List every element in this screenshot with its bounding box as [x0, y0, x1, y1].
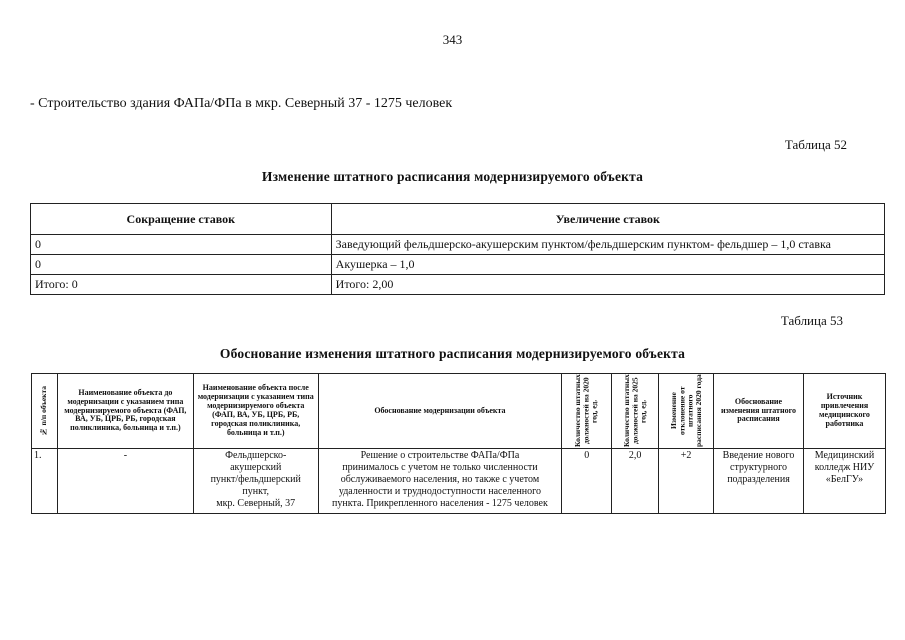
- column-header-after: Наименование объекта после модернизации с указанием типа модернизируемого объекта (ФАП, ВА, УБ, ЦРБ, РБ, городская поликлиника, больница и т.п.): [193, 374, 318, 449]
- staffing-justification-table: [31, 373, 886, 514]
- table-52-label: Таблица 52: [784, 137, 847, 152]
- cell-count-2025: 2,0: [612, 449, 659, 514]
- column-header-increase: Увеличение ставок: [331, 204, 884, 235]
- cell-number: 1.: [32, 449, 58, 514]
- cell-after: Фельдшерско- акушерский пункт/фельдшерский пункт, мкр. Северный, 37: [193, 449, 318, 514]
- table-total-row: [31, 275, 885, 295]
- table-cell: Итого: 0: [31, 275, 332, 295]
- column-header-count-2020: Количество штатных должностей на 2020 год, ед.: [562, 374, 612, 449]
- column-header-change: Изменение отклонение от штатного расписания 2020 года: [659, 374, 714, 449]
- column-header-source: Источник привлечения медицинского работника: [803, 374, 885, 449]
- table-row: [31, 255, 885, 275]
- table-row: [32, 449, 886, 514]
- column-header-number: № п/п объекта: [32, 374, 58, 449]
- table-cell: Заведующий фельдшерско-акушерским пунктом/фельдшерским пунктом- фельдшер – 1,0 ставка: [331, 235, 884, 255]
- table-cell: Итого: 2,00: [331, 275, 884, 295]
- cell-count-2020: 0: [562, 449, 612, 514]
- intro-line: - Строительство здания ФАПа/ФПа в мкр. Северный 37 - 1275 человек: [30, 96, 453, 111]
- table-cell: 0: [31, 235, 332, 255]
- column-header-reason: Обоснование изменения штатного расписания: [714, 374, 804, 449]
- cell-justification: Решение о строительстве ФАПа/ФПа принималось с учетом не только численности обслуживаемого населения, но также с учетом удаленности и труднодоступности населенного пункта. Прикрепленного населения - 1275 человек: [318, 449, 562, 514]
- cell-change: +2: [659, 449, 714, 514]
- cell-before: -: [57, 449, 193, 514]
- cell-reason: Введение нового структурного подразделения: [714, 449, 804, 514]
- table-row: [31, 235, 885, 255]
- column-header-before: Наименование объекта до модернизации с указанием типа модернизируемого объекта (ФАП, ВА, УБ, ЦРБ, РБ, городская поликлиника, больница и т.п.): [57, 374, 193, 449]
- table-52-title: Изменение штатного расписания модернизируемого объекта: [261, 169, 644, 184]
- table-header-row: [31, 204, 885, 235]
- staffing-change-table: [30, 203, 885, 295]
- page-number: 343: [442, 32, 463, 47]
- table-header-row: [32, 374, 886, 449]
- column-header-reduction: Сокращение ставок: [31, 204, 332, 235]
- table-cell: 0: [31, 255, 332, 275]
- table-53-label: Таблица 53: [780, 313, 843, 328]
- table-cell: Акушерка – 1,0: [331, 255, 884, 275]
- table-53-title: Обоснование изменения штатного расписания модернизируемого объекта: [219, 346, 686, 361]
- column-header-justification: Обоснование модернизации объекта: [318, 374, 562, 449]
- cell-source: Медицинский колледж НИУ «БелГУ»: [803, 449, 885, 514]
- column-header-count-2025: Количество штатных должностей на 2025 год, ед.: [612, 374, 659, 449]
